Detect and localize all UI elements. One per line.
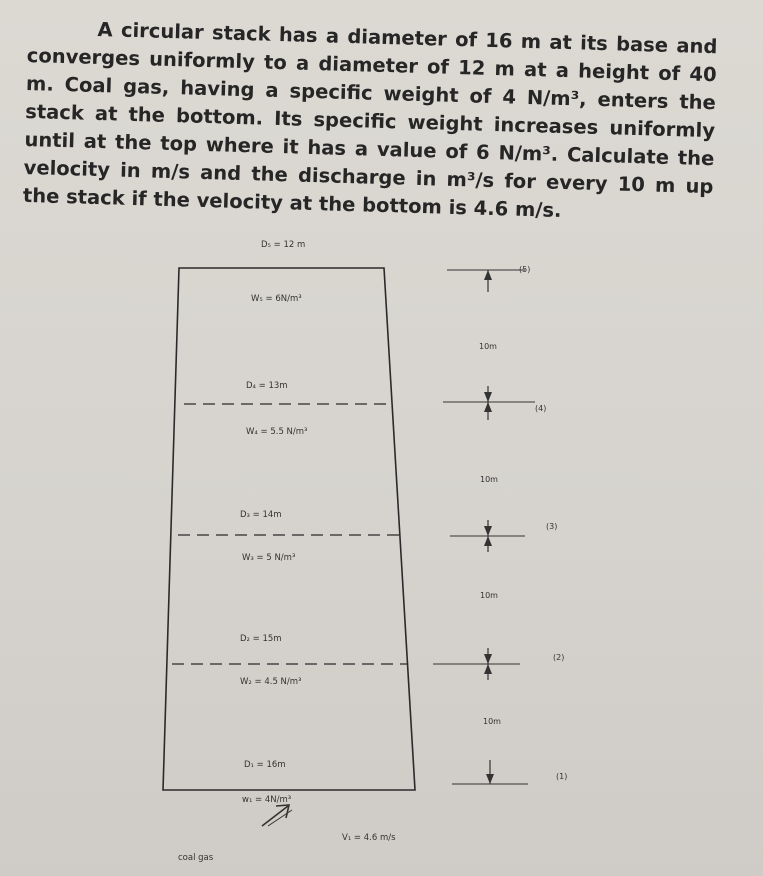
spacing-label-4: 10m: [483, 717, 501, 726]
station-label-1: (1): [556, 772, 568, 781]
d3-label: D₃ = 14m: [240, 510, 282, 520]
d1-label: D₁ = 16m: [244, 760, 286, 770]
d4-label: D₄ = 13m: [246, 381, 288, 391]
d2-label: D₂ = 15m: [240, 634, 282, 644]
w3-label: W₃ = 5 N/m³: [242, 553, 296, 563]
w1-label: w₁ = 4N/m³: [242, 795, 292, 805]
arrow-down-1: [486, 774, 494, 784]
coal-gas-label: coal gas: [178, 853, 214, 863]
station-label-4: (4): [535, 404, 547, 413]
v1-label: V₁ = 4.6 m/s: [342, 833, 396, 843]
top-diameter-label: D₅ = 12 m: [261, 240, 306, 250]
spacing-label-3: 10m: [480, 591, 498, 600]
arrow-up-5: [484, 270, 492, 280]
problem-text: A circular stack has a diameter of 16 m at its base and converges uniformly to a diameter of 12 m at a height of 40 m. Coal gas, having a specific weight of 4 N/m³, enters the stack at the bottom. Its specific weight increases uniformly until at the top where it has a value of 6 N/m³. Calculate the velocity in m/s and the discharge in m³/s for every 10 m up the stack if the velocity at the bottom is 4.6 m/s.: [22, 17, 718, 222]
station-label-2: (2): [553, 653, 565, 662]
w2-label: W₂ = 4.5 N/m³: [240, 677, 302, 687]
top-weight-label: W₅ = 6N/m³: [251, 294, 302, 304]
inlet-arrow: [262, 806, 288, 826]
spacing-label-1: 10m: [479, 342, 497, 351]
stack-outline: [163, 268, 415, 790]
station-label-5: (5): [519, 265, 531, 274]
spacing-label-2: 10m: [480, 475, 498, 484]
w4-label: W₄ = 5.5 N/m³: [246, 427, 308, 437]
station-label-3: (3): [546, 522, 558, 531]
